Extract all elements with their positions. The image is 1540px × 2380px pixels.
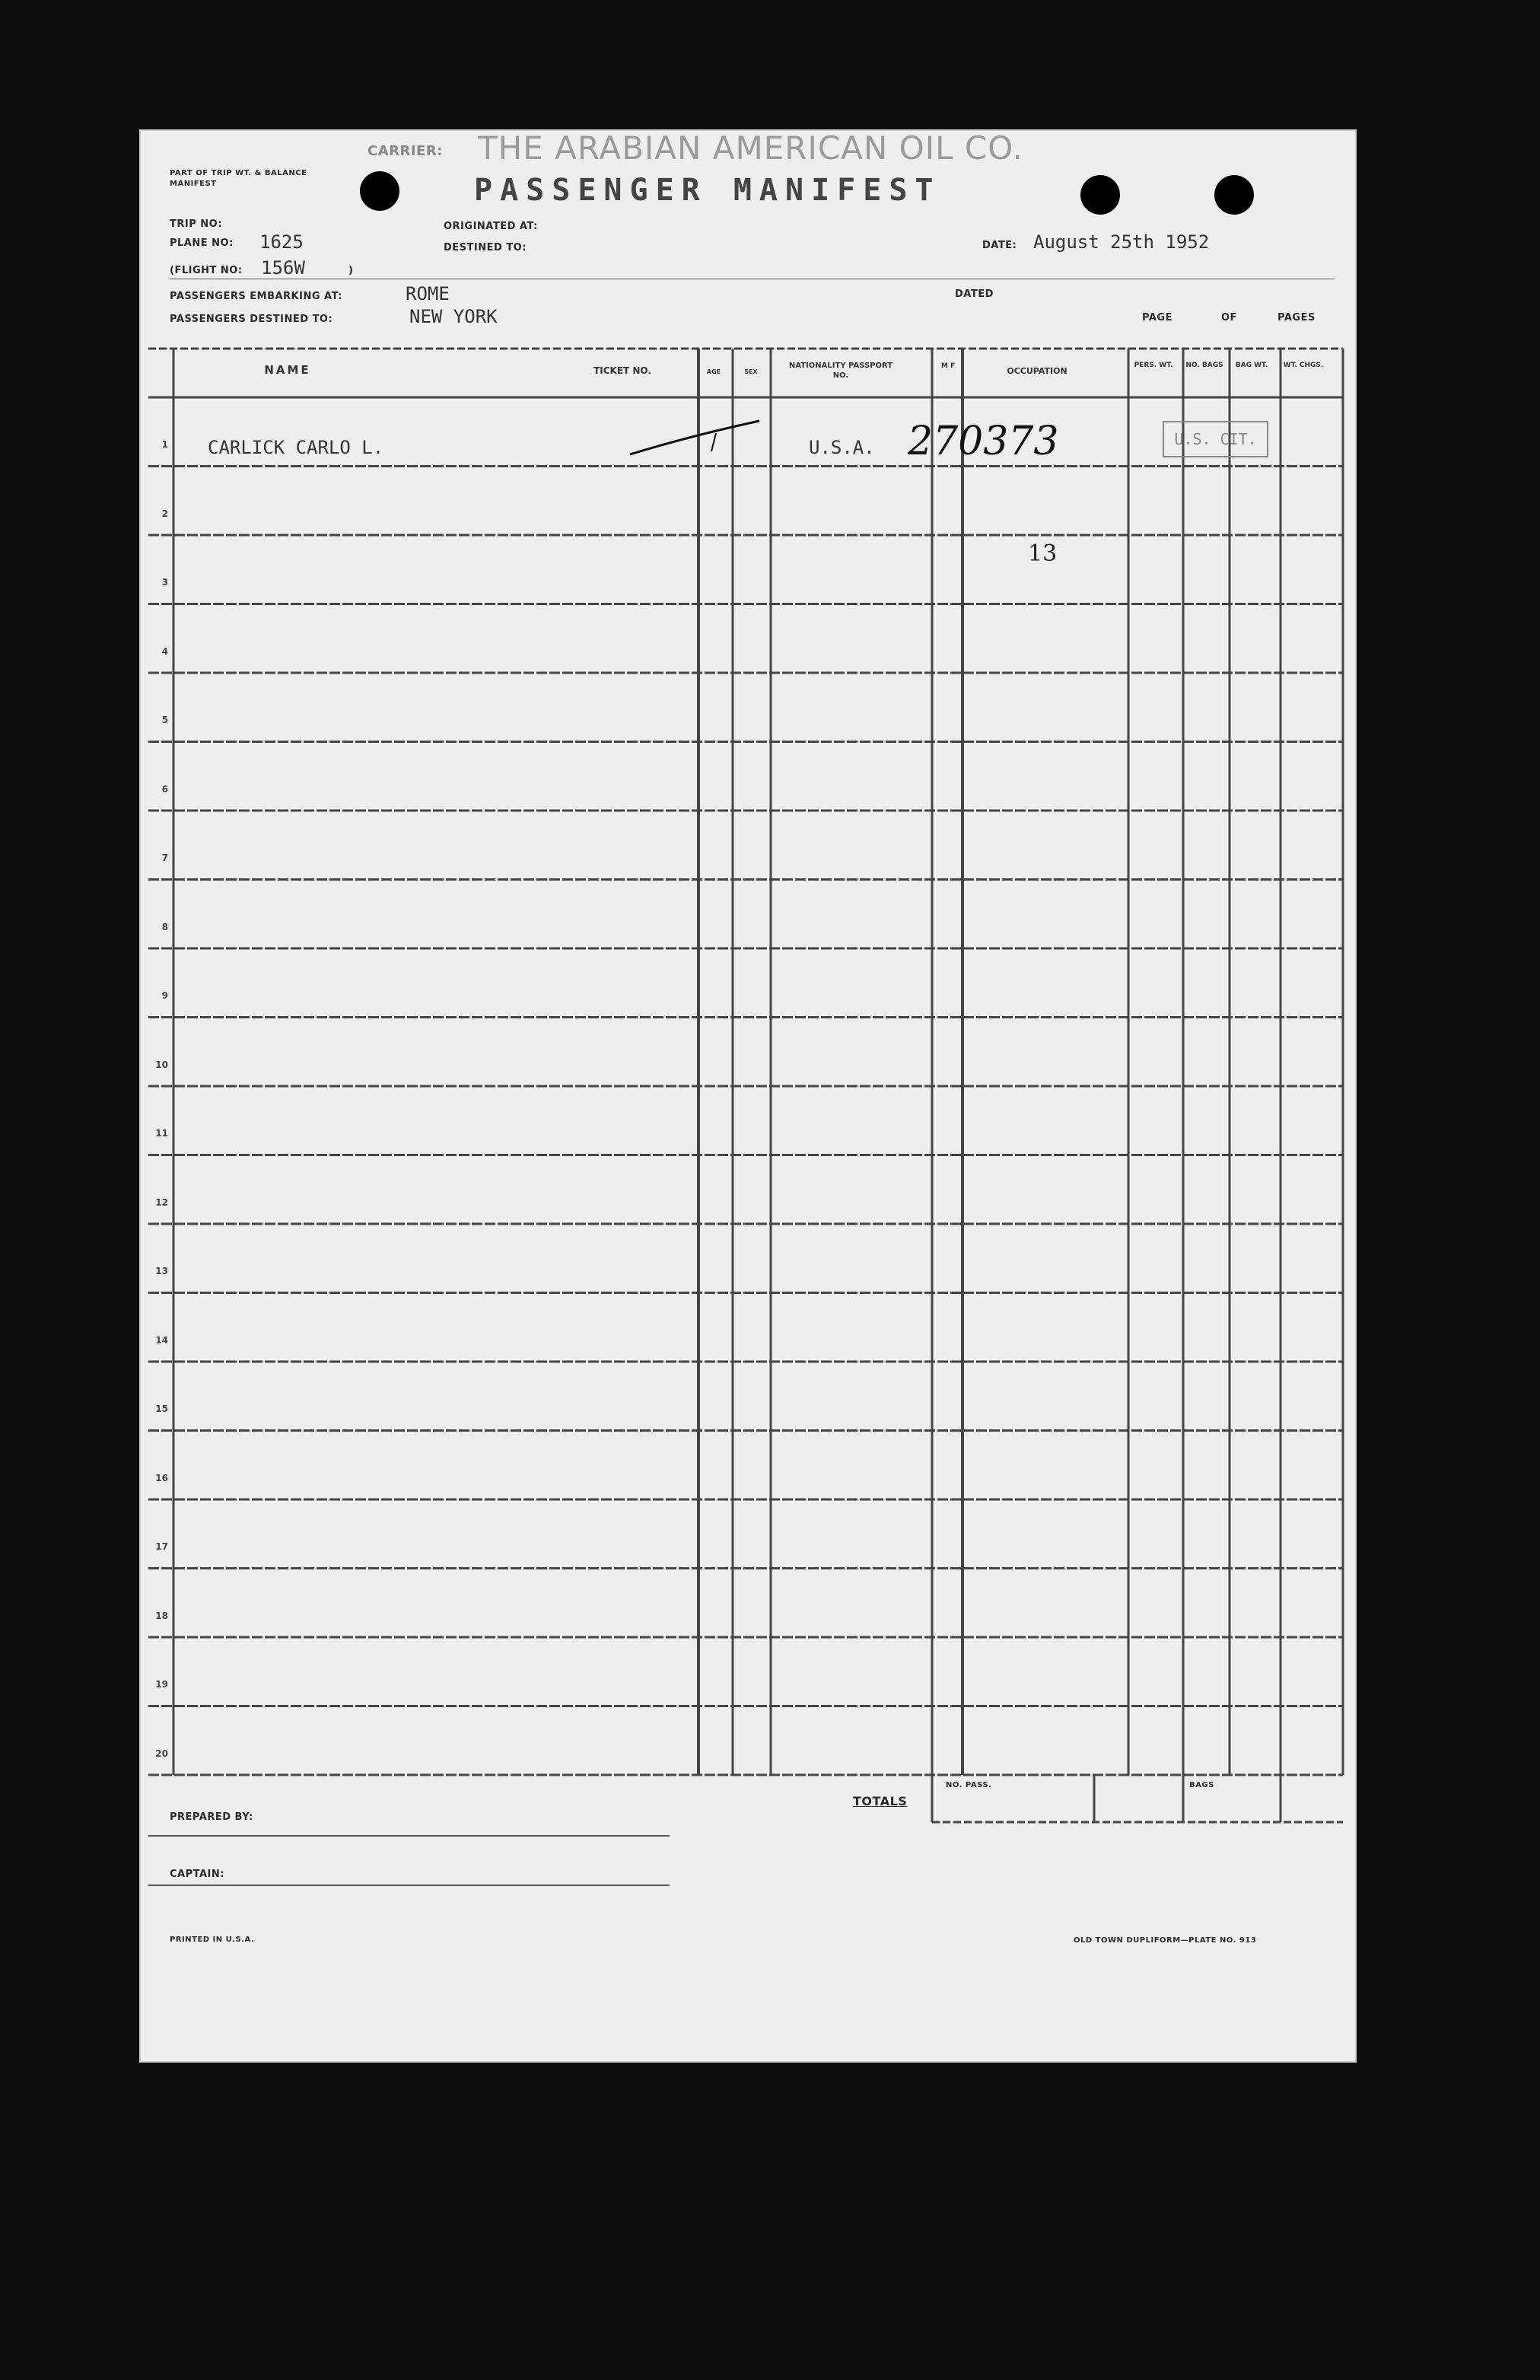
captain-line (148, 1885, 670, 1886)
totals-label: TOTALS (853, 1794, 908, 1808)
row-number: 1 (161, 439, 168, 450)
col-wt-chgs: WT. CHGS. (1283, 362, 1324, 369)
col-age: AGE (706, 368, 721, 375)
row-number: 5 (161, 715, 168, 725)
dated-label: DATED (955, 288, 994, 300)
nationality-value: U.S.A. (809, 437, 875, 458)
row-number: 2 (161, 508, 168, 519)
col-pers-wt: PERS. WT. (1134, 362, 1173, 369)
row-number: 12 (155, 1196, 168, 1208)
page-label: PAGE (1142, 312, 1172, 323)
plane-no-label: PLANE NO: (170, 237, 234, 249)
col-bag-wt: BAG WT. (1235, 362, 1268, 369)
bags-label: BAGS (1189, 1781, 1214, 1789)
plane-no-value: 1625 (259, 231, 304, 253)
row-number: 18 (155, 1610, 168, 1621)
row-number: 14 (155, 1334, 168, 1346)
printed-label: PRINTED IN U.S.A. (170, 1936, 255, 1944)
row-number: 19 (155, 1679, 168, 1690)
row-number: 4 (161, 645, 168, 657)
stamp-number: 13 (1028, 540, 1058, 567)
trip-no-label: TRIP NO: (170, 218, 222, 230)
passport-number: 270373 (908, 419, 1059, 464)
row-number: 11 (155, 1128, 168, 1139)
destined-pass-label: PASSENGERS DESTINED TO: (170, 314, 333, 325)
originated-label: ORIGINATED AT: (444, 221, 538, 232)
col-nationality: NATIONALITY PASSPORT NO. (788, 362, 893, 380)
plate-label: OLD TOWN DUPLIFORM—PLATE NO. 913 (1074, 1936, 1257, 1945)
col-sex: SEX (744, 368, 758, 375)
col-mf: M F (940, 362, 956, 370)
row-number: 20 (155, 1748, 168, 1759)
row-number: 16 (155, 1472, 168, 1483)
row-number: 15 (155, 1403, 168, 1414)
col-name: NAME (264, 363, 311, 377)
ticket-pen-mark (626, 415, 763, 460)
part-of-label: PART OF TRIP WT. & BALANCE (170, 169, 307, 177)
embarking-label: PASSENGERS EMBARKING AT: (170, 291, 342, 302)
embarking-value: ROME (406, 283, 450, 304)
status-stamp: U.S. CIT. (1163, 421, 1268, 457)
destined-pass-value: NEW YORK (409, 306, 498, 327)
row-number: 10 (155, 1059, 168, 1070)
date-value: August 25th 1952 (1033, 231, 1210, 253)
date-label: DATE: (982, 240, 1017, 251)
carrier-label: CARRIER: (368, 143, 443, 159)
col-ticket: TICKET NO. (593, 365, 651, 376)
no-pass-label: NO. PASS. (946, 1781, 992, 1789)
row-number: 9 (161, 990, 168, 1001)
pages-label: PAGES (1278, 312, 1316, 323)
row-number: 7 (161, 852, 168, 863)
flight-no-close: ) (348, 265, 354, 276)
row-number: 13 (155, 1266, 168, 1276)
prepared-by-label: PREPARED BY: (170, 1811, 253, 1823)
of-label: OF (1221, 312, 1237, 323)
destined-label: DESTINED TO: (444, 242, 527, 253)
row-number: 8 (161, 921, 168, 932)
flight-no-label: (FLIGHT NO: (170, 265, 243, 276)
flight-no-value: 156W (261, 257, 305, 279)
passenger-name: CARLICK CARLO L. (208, 437, 384, 458)
captain-label: CAPTAIN: (170, 1869, 224, 1880)
row-number: 6 (161, 783, 168, 795)
page-title: PASSENGER MANIFEST (474, 173, 941, 208)
row-number: 17 (155, 1541, 168, 1552)
carrier-name: THE ARABIAN AMERICAN OIL CO. (478, 129, 1023, 167)
manifest-label: MANIFEST (170, 180, 217, 188)
manifest-sheet (139, 129, 1357, 2063)
prepared-by-line (148, 1835, 670, 1837)
col-occupation: OCCUPATION (1007, 366, 1068, 376)
row-number: 3 (161, 577, 168, 588)
col-no-bags: NO. BAGS (1185, 362, 1223, 369)
